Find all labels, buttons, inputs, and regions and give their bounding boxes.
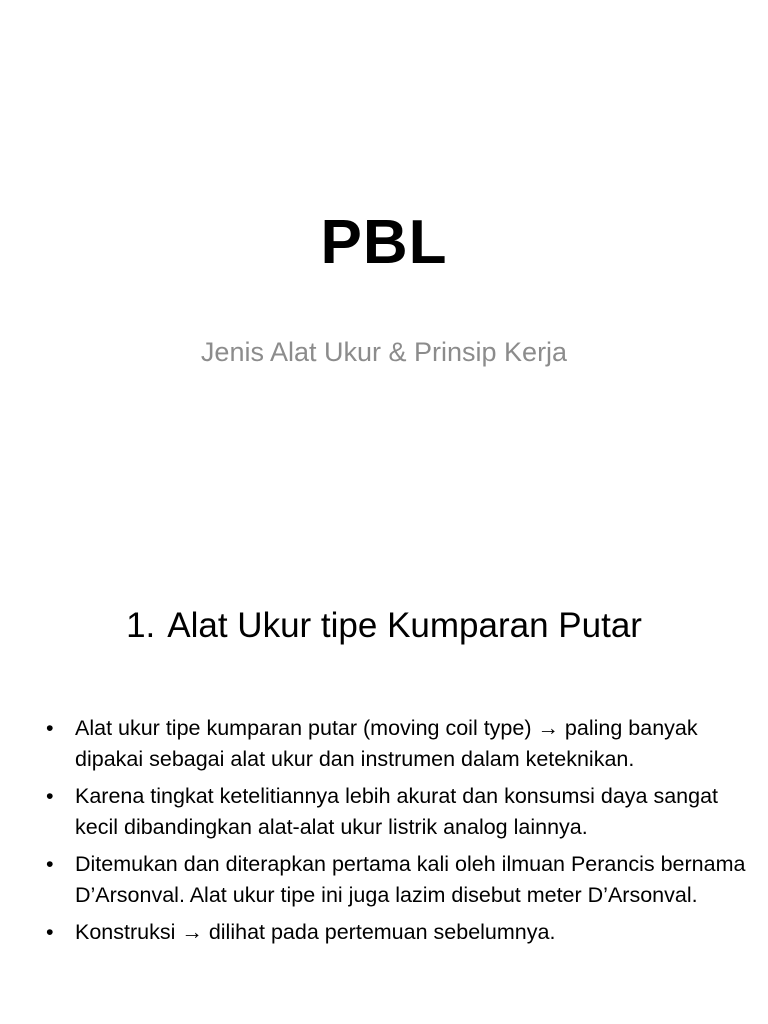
content-slide: [0, 576, 768, 1024]
slide-subtitle: Jenis Alat Ukur & Prinsip Kerja: [200, 337, 568, 367]
bullet-item: [46, 849, 746, 911]
bullet-list: [46, 713, 746, 954]
bullet-text: Alat ukur tipe kumparan putar (moving coil type) → paling banyak dipakai sebagai alat ukur dan instrumen dalam keteknikan.: [75, 716, 698, 771]
bullet-icon: •: [46, 784, 54, 808]
bullet-item: [46, 781, 746, 843]
section-number: 1.: [126, 606, 156, 645]
bullet-text: Karena tingkat ketelitiannya lebih akurat dan konsumsi daya sangat kecil dibandingkan alat-alat ukur listrik analog lainnya.: [75, 784, 719, 839]
bullet-text: Ditemukan dan diterapkan pertama kali oleh ilmuan Perancis bernama D’Arsonval. Alat ukur tipe ini juga lazim disebut meter D’Arsonval.: [75, 852, 746, 907]
bullet-item: [46, 713, 746, 775]
bullet-item: [46, 917, 746, 948]
bullet-text: Konstruksi → dilihat pada pertemuan sebelumnya.: [75, 920, 556, 944]
section-heading: [0, 603, 768, 649]
slide-title: PBL: [320, 208, 448, 277]
bullet-icon: •: [46, 920, 54, 944]
bullet-icon: •: [46, 852, 54, 876]
bullet-icon: •: [46, 716, 54, 740]
section-heading-text: Alat Ukur tipe Kumparan Putar: [167, 606, 642, 645]
